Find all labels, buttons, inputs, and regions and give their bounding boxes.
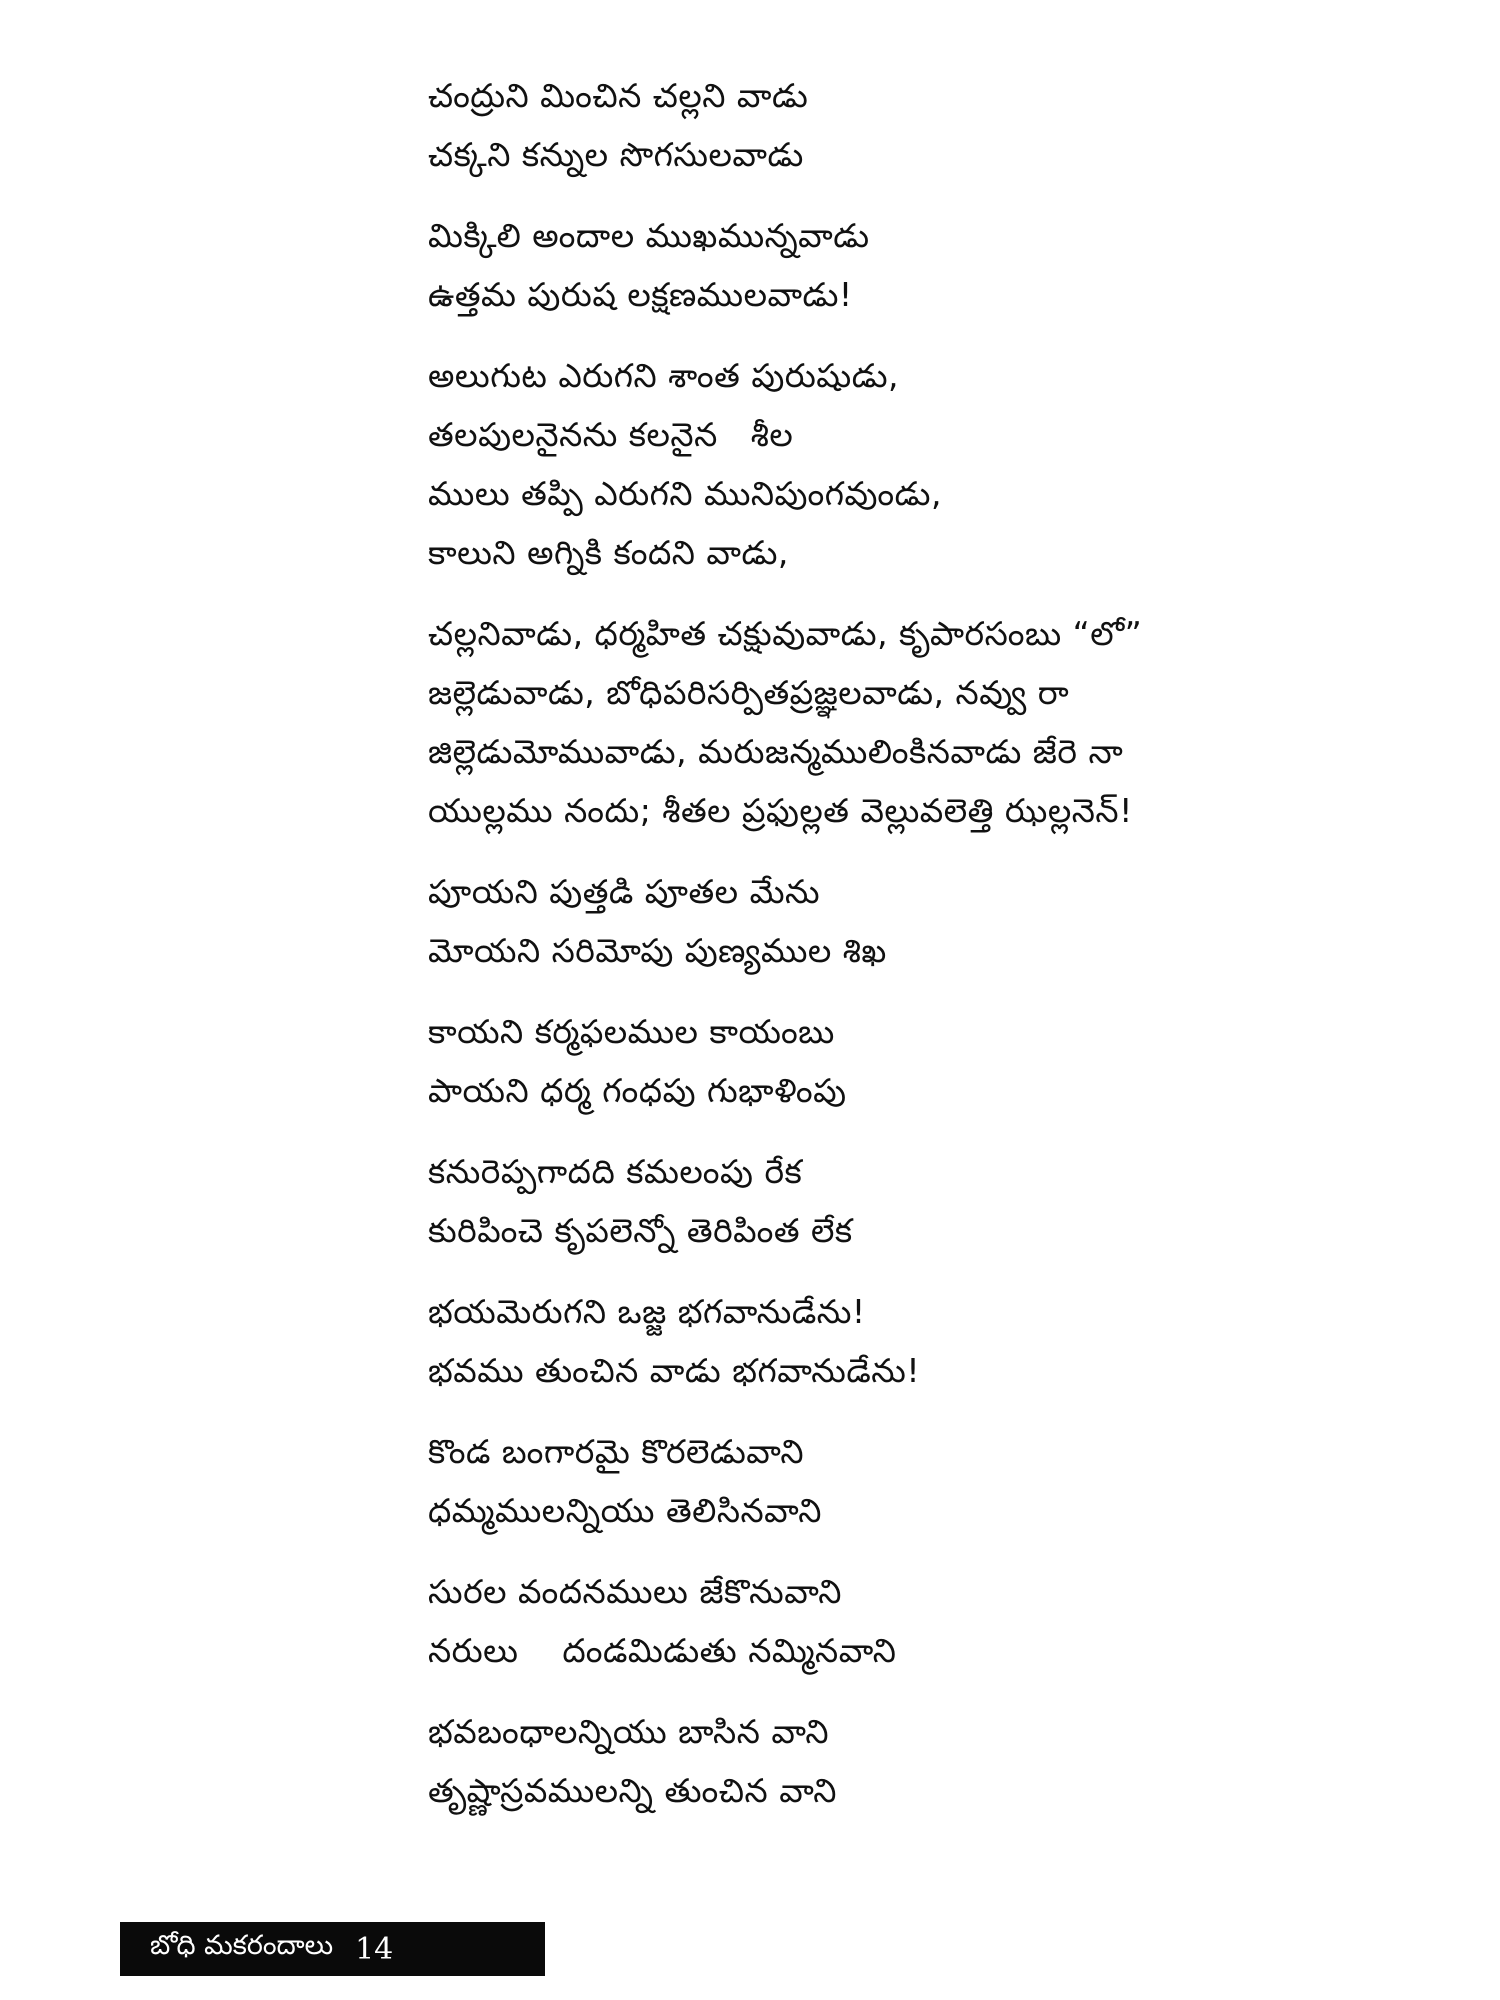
stanza <box>428 1142 1428 1260</box>
poem-line: కాలుని అగ్నికి కందని వాడు, <box>428 533 789 572</box>
poem-body <box>428 66 1428 1842</box>
poem-line: భయమెరుగని ఒజ్జ భగవానుడేను! <box>428 1292 866 1331</box>
poem-line: యుల్లము నందు; శీతల ప్రఫుల్లత వెల్లువలెత్తి ఝల్లనెన్! <box>428 791 1133 830</box>
poem-line: తృష్ణాస్రవములన్ని తుంచిన వాని <box>428 1771 837 1810</box>
stanza <box>428 604 1428 840</box>
poem-line: మోయని సరిమోపు పుణ్యముల శిఖ <box>428 931 887 970</box>
poem-line: కనురెప్పగాదది కమలంపు రేక <box>428 1152 803 1191</box>
stanza <box>428 1562 1428 1680</box>
poem-line: భవబంధాలన్నియు బాసిన వాని <box>428 1712 830 1751</box>
poem-line: భవము తుంచిన వాడు భగవానుడేను! <box>428 1351 921 1390</box>
poem-line: అలుగుట ఎరుగని శాంత పురుషుడు, <box>428 356 900 395</box>
poem-line: జల్లెడువాడు, బోధిపరిసర్పితప్రజ్ఞలవాడు, నవ్వు రా <box>428 673 1070 712</box>
stanza <box>428 346 1428 582</box>
stanza <box>428 206 1428 324</box>
poem-line: ములు తప్పి ఎరుగని మునిపుంగవుండు, <box>428 474 942 513</box>
poem-line: పూయని పుత్తడి పూతల మేను <box>428 872 821 911</box>
stanza <box>428 1002 1428 1120</box>
poem-line: చక్కని కన్నుల సొగసులవాడు <box>428 135 804 174</box>
poem-line: కురిపించె కృపలెన్నో తెరిపింత లేక <box>428 1211 853 1250</box>
poem-line: మిక్కిలి అందాల ముఖమున్నవాడు <box>428 216 870 255</box>
poem-line: సురల వందనములు జేకొనువాని <box>428 1572 842 1611</box>
poem-line: నరులు దండమిడుతు నమ్మినవాని <box>428 1631 897 1670</box>
poem-line: కాయని కర్మఫలముల కాయంబు <box>428 1012 835 1051</box>
poem-line: చంద్రుని మించిన చల్లని వాడు <box>428 76 809 115</box>
poem-line: ధమ్మములన్నియు తెలిసినవాని <box>428 1491 822 1530</box>
page-number: 14 <box>355 1931 394 1967</box>
poem-line: పాయని ధర్మ గంధపు గుభాళింపు <box>428 1071 847 1110</box>
stanza <box>428 862 1428 980</box>
poem-line: తలపులనైనను కలనైన శీల <box>428 415 794 454</box>
page-footer <box>120 1922 545 1976</box>
stanza <box>428 66 1428 184</box>
poem-line: కొండ బంగారమై కొరలెడువాని <box>428 1432 804 1471</box>
stanza <box>428 1702 1428 1820</box>
book-title: బోధి మకరందాలు <box>150 1930 334 1961</box>
poem-line: చల్లనివాడు, ధర్మహిత చక్షువువాడు, కృపారసంబు “లో” <box>428 614 1143 653</box>
stanza <box>428 1422 1428 1540</box>
poem-line: ఉత్తమ పురుష లక్షణములవాడు! <box>428 275 853 314</box>
poem-line: జిల్లెడుమోమువాడు, మరుజన్మములింకినవాడు జేరె నా <box>428 732 1124 771</box>
stanza <box>428 1282 1428 1400</box>
